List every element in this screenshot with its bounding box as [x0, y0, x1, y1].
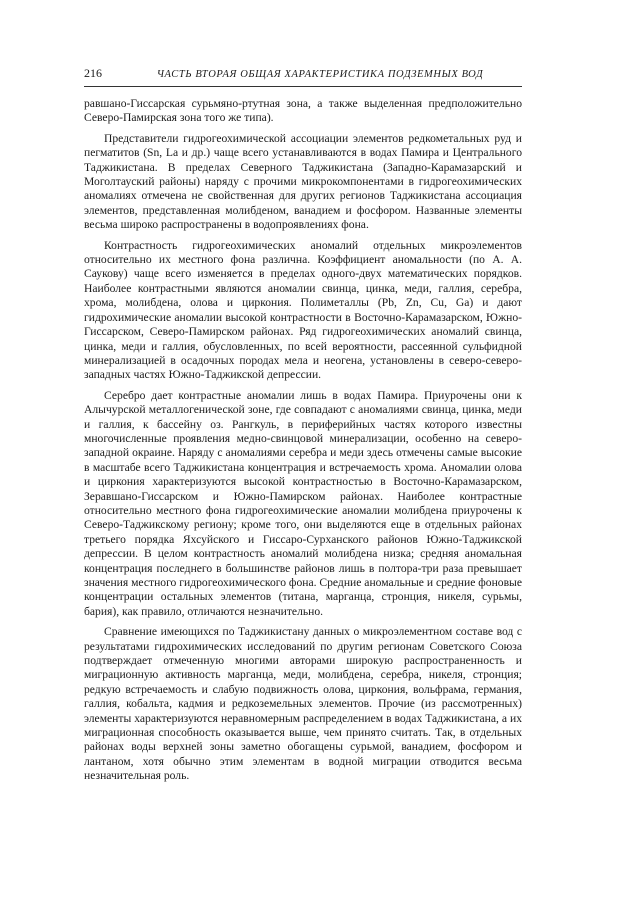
- paragraph-anomaly-contrast: Контрастность гидрогеохимических аномалий отдельных микроэлементов относительно их местного фона различна. Коэффициент аномальности (по А. А. Саукову) чаще всего изменяется в пределах одного-двух математических порядков. Наиболее контрастными являются аномалии свинца, цинка, меди, галлия, серебра, хрома, молибдена, олова и циркония. Полиметаллы (Pb, Zn, Cu, Ga) и дают гидрохимические аномалии высокой контрастности в Восточно-Карамазарском, Южно-Гиссарском, Северо-Памирском районах. Ряд гидрогеохимических аномалий свинца, цинка, меди и галлия, обусловленных, по всей вероятности, рассеянной сульфидной минерализацией в осадочных породах мела и неогена, установлены в северо-северо-западных частях Южно-Таджикской депрессии.: [84, 238, 522, 382]
- paragraph-continuation: равшано-Гиссарская сурьмяно-ртутная зона, а также выделенная предположительно Северо-Памирская зона того же типа).: [84, 97, 522, 125]
- book-page: [84, 66, 522, 784]
- paragraph-silver-anomalies: Серебро дает контрастные аномалии лишь в водах Памира. Приурочены они к Алычурской металлогенической зоне, где совпадают с аномалиями свинца, цинка, меди и галлия, к бассейну оз. Рангкуль, в периферийных частях которого известны многочисленные проявления медно-свинцовой минерализации, особенно на северо-западной окраине. Наряду с аномалиями серебра и меди здесь отмечены самые высокие в масштабе всего Таджикистана концентрация и встречаемость хрома. Аномалии олова и циркония характеризуются высокой контрастностью в Восточно-Карамазарском, Зеравшано-Гиссарском и Южно-Памирском районах. Наиболее контрастные относительно местного фона гидрогеохимические аномалии молибдена приурочены к Северо-Таджикскому региону; кроме того, они выделяются еще в отдельных районах третьего порядка Яхсуйского и Гиссаро-Сурханского районов Южно-Таджикской депрессии. В целом контрастность аномалий молибдена низка; средняя аномальная концентрация последнего в большинстве районов лишь в полтора-три раза превышает значения местного гидрогеохимического фона. Средние аномальные и средние фоновые концентрации остальных элементов (титана, марганца, стронция, никеля, сурьмы, бария), как правило, отличаются незначительно.: [84, 388, 522, 618]
- page-number: 216: [84, 66, 102, 80]
- running-header: [84, 66, 522, 87]
- running-title: ЧАСТЬ ВТОРАЯ ОБЩАЯ ХАРАКТЕРИСТИКА ПОДЗЕМНЫХ ВОД: [156, 69, 484, 80]
- paragraph-rare-metal-association: Представители гидрогеохимической ассоциации элементов редкометальных руд и пегматитов (Sn, La и др.) чаще всего устанавливаются в водах Памира и Центрального Таджикистана. В пределах Северного Таджикистана (Западно-Карамазарский и Моголтауский районы) наряду с прочими микрокомпонентами в гидрогеохимических аномалиях отмечена не свойственная для других регионов Таджикистана ассоциация элементов, представленная молибденом, ванадием и фосфором. Названные элементы весьма широко распространены в водопроявлениях фона.: [84, 131, 522, 232]
- paragraph-comparison: Сравнение имеющихся по Таджикистану данных о микроэлементном составе вод с результатами гидрохимических исследований по другим регионам Советского Союза подтверждает отмеченную многими авторами широкую распространенность и миграционную активность марганца, меди, молибдена, серебра, никеля, стронция; редкую встречаемость и слабую подвижность олова, циркония, вольфрама, германия, галлия, кобальта, кадмия и редкоземельных элементов. Прочие (из рассмотренных) элементы характеризуются неравномерным распределением в водах Таджикистана, а их миграционная способность оказывается выше, чем принято считать. Так, в отдельных районах воды верхней зоны заметно обогащены сурьмой, ванадием, фосфором и лантаном, хотя обычно этим элементам в водной миграции отводится весьма незначительная роль.: [84, 625, 522, 783]
